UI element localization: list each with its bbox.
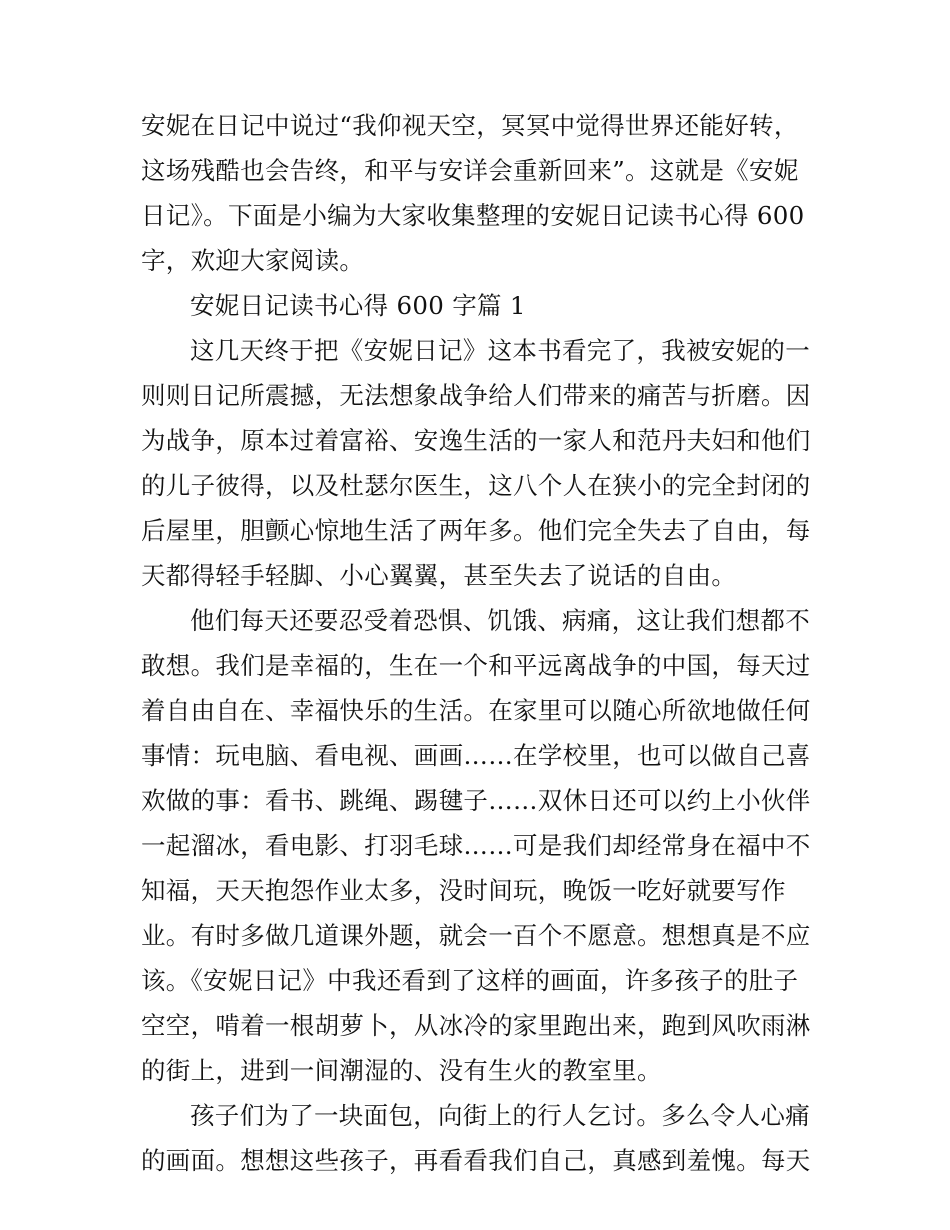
- text-line: 孩子们为了一块面包，向街上的行人乞讨。多么令人心痛: [190, 1101, 810, 1130]
- text-line: 日记》。下面是小编为大家收集整理的安妮日记读书心得 600: [141, 201, 805, 230]
- section-heading: 安妮日记读书心得 600 字篇 1: [190, 291, 526, 320]
- text-line: 则则日记所震撼，无法想象战争给人们带来的痛苦与折磨。因: [141, 381, 811, 410]
- text-line: 的画面。想想这些孩子，再看看我们自己，真感到羞愧。每天: [141, 1146, 811, 1175]
- text-line: 的街上，进到一间潮湿的、没有生火的教室里。: [141, 1056, 662, 1085]
- text-line: 欢做的事：看书、跳绳、踢毽子……双休日还可以约上小伙伴: [141, 786, 811, 815]
- text-line: 安妮在日记中说过“我仰视天空，冥冥中觉得世界还能好转，: [141, 111, 799, 140]
- text-line: 字，欢迎大家阅读。: [141, 246, 365, 275]
- text-line: 敢想。我们是幸福的，生在一个和平远离战争的中国，每天过: [141, 651, 811, 680]
- text-line: 事情：玩电脑、看电视、画画……在学校里，也可以做自己喜: [141, 741, 811, 770]
- text-line: 他们每天还要忍受着恐惧、饥饿、病痛，这让我们想都不: [190, 606, 810, 635]
- text-line: 后屋里，胆颤心惊地生活了两年多。他们完全失去了自由，每: [141, 516, 811, 545]
- text-line: 知福，天天抱怨作业太多，没时间玩，晚饭一吃好就要写作: [141, 876, 786, 905]
- text-line: 为战争，原本过着富裕、安逸生活的一家人和范丹夫妇和他们: [141, 426, 811, 455]
- text-line: 空空，啃着一根胡萝卜，从冰冷的家里跑出来，跑到风吹雨淋: [141, 1011, 811, 1040]
- text-line: 这场残酷也会告终，和平与安详会重新回来”。这就是《安妮: [141, 156, 799, 185]
- text-line: 天都得轻手轻脚、小心翼翼，甚至失去了说话的自由。: [141, 561, 737, 590]
- text-line: 这几天终于把《安妮日记》这本书看完了，我被安妮的一: [190, 336, 810, 365]
- text-line: 一起溜冰，看电影、打羽毛球……可是我们却经常身在福中不: [141, 831, 811, 860]
- text-line: 着自由自在、幸福快乐的生活。在家里可以随心所欲地做任何: [141, 696, 811, 725]
- text-line: 该。《安妮日记》中我还看到了这样的画面，许多孩子的肚子: [141, 966, 799, 995]
- text-line: 业。有时多做几道课外题，就会一百个不愿意。想想真是不应: [141, 921, 811, 950]
- text-line: 的儿子彼得，以及杜瑟尔医生，这八个人在狭小的完全封闭的: [141, 471, 811, 500]
